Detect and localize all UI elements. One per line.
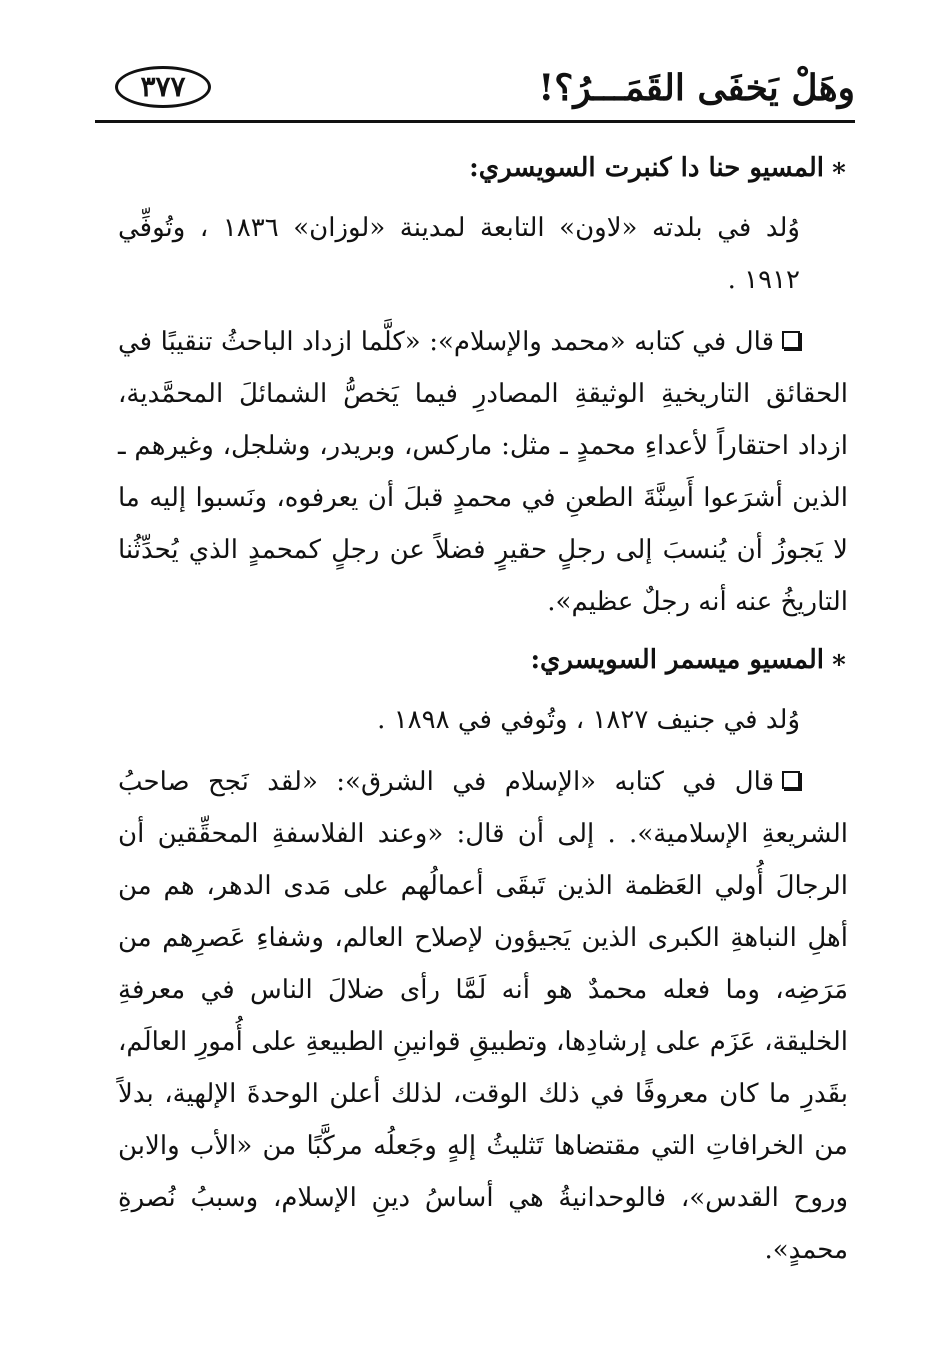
page-number-badge: ٣٧٧ <box>115 66 211 108</box>
heading-text: المسيو ميسمر السويسري: <box>530 645 825 675</box>
header-rule <box>95 120 855 123</box>
heading-text: المسيو حنا دا كنبرت السويسري: <box>469 153 825 183</box>
page-header <box>95 62 855 124</box>
quote-paragraph <box>118 756 848 1276</box>
section-heading <box>118 142 848 194</box>
bio-line: وُلد في بلدته «لاون» التابعة لمدينة «لوزان» ١٨٣٦ ، وتُوفِّي ١٩١٢ . <box>118 213 800 295</box>
quote-text: قال في كتابه «محمد والإسلام»: «كلَّما ازداد الباحثُ تنقيبًا في الحقائق التاريخيةِ الوثيقةِ المصادرِ فيما يَخصُّ الشمائلَ المحمَّدية، ازداد احتقاراً لأعداءِ محمدٍ ـ مثل: ماركس، وبريدر، وشلجل، وغيرهم ـ الذين أشرَعوا أَسِنَّةَ الطعنِ في محمدٍ قبلَ أن يعرفوه، ونَسبوا إليه ما لا يَجوزُ أن يُنسبَ إلى رجلٍ حقيرٍ فضلاً عن رجلٍ كمحمدٍ الذي يُحدِّثُنا التاريخُ عنه أنه رجلٌ عظيم». <box>118 327 848 617</box>
quote-text: قال في كتابه «الإسلام في الشرق»: «لقد نَجح صاحبُ الشريعةِ الإسلامية». . إلى أن قال: «وعند الفلاسفةِ المحقِّقين أن الرجالَ أُولي العَظمة الذين تَبقَى أعمالُهم على مَدى الدهر، هم من أهلِ النباهةِ الكبرى الذين يَجيؤون لإصلاح العالم، وشفاءِ عَصرِهم من مَرَضِه، وما فعله محمدٌ هو أنه لَمَّا رأى ضلالَ الناس في معرفةِ الخليقة، عَزَم على إرشادِها، وتطبيقِ قوانينِ الطبيعةِ على أُمورِ العالَم، بقَدرِ ما كان معروفًا في ذلك الوقت، لذلك أعلن الوحدةَ الإلهية، بدلاً من الخرافاتِ التي مقتضاها تَثليثُ إلهٍ وجَعلُه مركَّبًا من «الأب والابن وروح القدس»، فالوحدانيةُ هي أساسُ دينِ الإسلام، وسببُ نُصرةِ محمدٍ». <box>118 767 848 1265</box>
bio-line: وُلد في جنيف ١٨٢٧ ، وتُوفي في ١٨٩٨ . <box>377 705 800 735</box>
checkbox-bullet-icon <box>782 771 800 789</box>
asterisk-icon: ∗ <box>830 153 848 183</box>
asterisk-icon: ∗ <box>830 645 848 675</box>
page-body <box>118 142 848 1276</box>
quote-paragraph <box>118 316 848 628</box>
section-daqenbert <box>118 142 848 628</box>
running-title: وهَلْ يَخفَى القَمَـــرُ؟! <box>538 67 855 109</box>
section-messmer <box>118 634 848 1276</box>
checkbox-bullet-icon <box>782 331 800 349</box>
section-heading <box>118 634 848 686</box>
